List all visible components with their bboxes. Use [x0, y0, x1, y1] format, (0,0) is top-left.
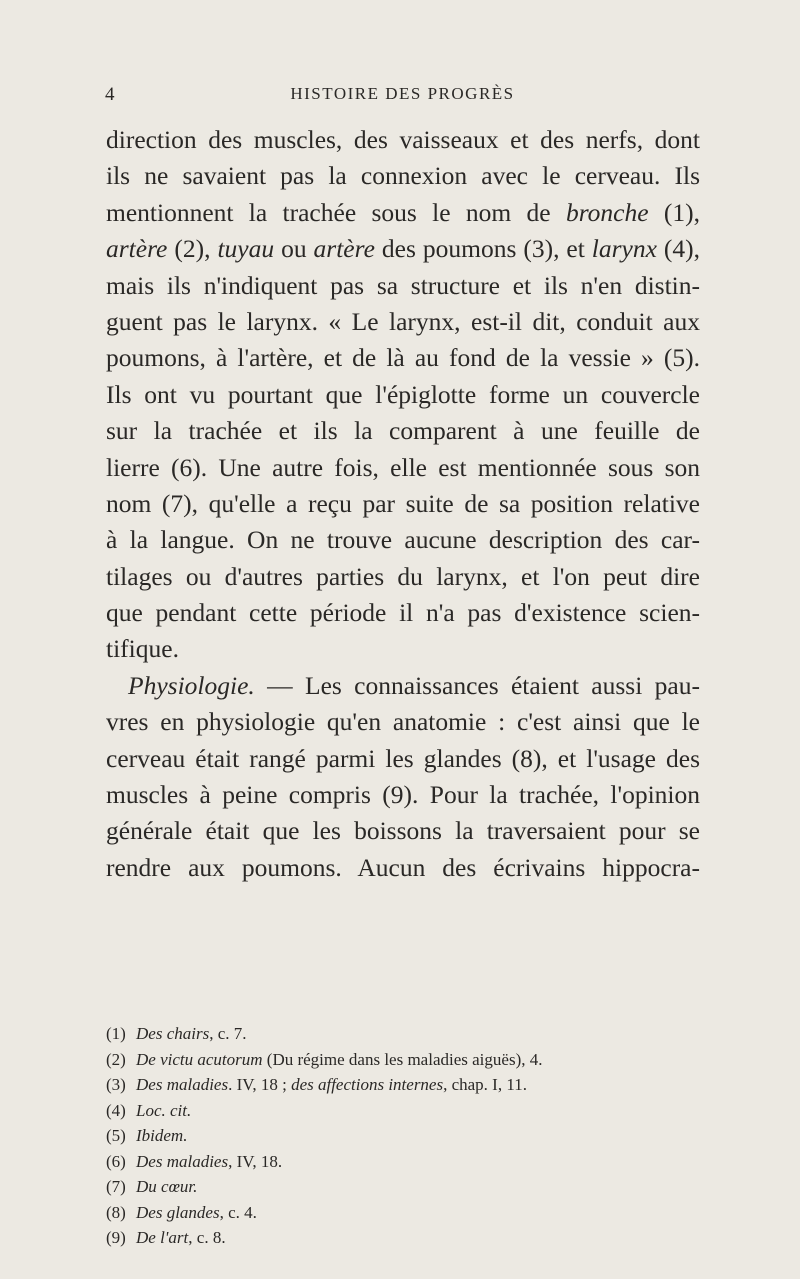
text-line: direction des muscles, des vaisseaux et des nerfs, dont: [106, 125, 700, 154]
footnote: [106, 1200, 706, 1226]
footnote: [106, 1174, 706, 1200]
footnote-text: Du cœur.: [136, 1177, 198, 1196]
footnote-number: (1): [106, 1024, 126, 1043]
footnote-text: Des chairs, c. 7.: [136, 1024, 247, 1043]
text-line: Ils ont vu pourtant que l'épiglotte forme un couvercle: [106, 379, 700, 409]
running-title: HISTOIRE DES PROGRÈS: [290, 84, 515, 103]
footnote-number: (2): [106, 1049, 126, 1069]
text-line: que pendant cette période il n'a pas d'existence scien-: [106, 598, 700, 628]
text-line: vres en physiologie qu'en anatomie : c'est ainsi que le: [106, 707, 700, 737]
text-line: mais ils n'indiquent pas sa structure et ils n'en distin-: [106, 270, 700, 300]
text-line: muscles à peine compris (9). Pour la trachée, l'opinion: [106, 780, 700, 810]
footnote: [106, 1123, 706, 1149]
footnote: [106, 1098, 706, 1124]
text-line: lierre (6). Une autre fois, elle est mentionnée sous son: [106, 452, 700, 482]
footnote: [106, 1072, 706, 1098]
text-line: tifique.: [106, 634, 179, 664]
page-number: 4: [105, 84, 115, 105]
text-line: à la langue. On ne trouve aucune description des car-: [106, 525, 700, 555]
page-header: [105, 84, 700, 110]
footnote-number: (4): [106, 1100, 126, 1120]
footnote-number: (7): [106, 1177, 126, 1196]
footnote-text: De victu acutorum (Du régime dans les maladies aiguës), 4.: [136, 1049, 543, 1069]
footnote-text: Des glandes, c. 4.: [136, 1202, 257, 1222]
footnote-number: (5): [106, 1126, 126, 1145]
footnote: [106, 1047, 706, 1073]
footnote-text: Loc. cit.: [136, 1100, 192, 1120]
footnote: [106, 1021, 706, 1047]
text-line: poumons, à l'artère, et de là au fond de la vessie » (5).: [106, 343, 700, 373]
text-line: tilages ou d'autres parties du larynx, et l'on peut dire: [106, 561, 700, 591]
text-line: nom (7), qu'elle a reçu par suite de sa position relative: [106, 488, 700, 518]
footnote: [106, 1149, 706, 1175]
text-line: guent pas le larynx. « Le larynx, est-il dit, conduit aux: [106, 306, 700, 336]
text-line: générale était que les boissons la traversaient pour se: [106, 816, 700, 846]
footnotes: [106, 1021, 706, 1251]
text-line: artère (2), tuyau ou artère des poumons (3), et larynx (4),: [106, 234, 700, 264]
text-line: ils ne savaient pas la connexion avec le cerveau. Ils: [106, 161, 700, 191]
footnote-number: (6): [106, 1151, 126, 1171]
footnote-text: Ibidem.: [136, 1126, 188, 1145]
footnote-number: (9): [106, 1228, 126, 1247]
text-line: rendre aux poumons. Aucun des écrivains hippocra-: [106, 852, 700, 882]
body-text: [106, 122, 700, 886]
text-line: sur la trachée et ils la comparent à une feuille de: [106, 416, 700, 446]
footnote-text: De l'art, c. 8.: [136, 1228, 226, 1247]
text-line: mentionnent la trachée sous le nom de bronche (1),: [106, 197, 700, 227]
footnote-number: (8): [106, 1202, 126, 1222]
text-line: cerveau était rangé parmi les glandes (8), et l'usage des: [106, 743, 700, 773]
text-line: Physiologie. — Les connaissances étaient aussi pau-: [128, 670, 700, 700]
footnote-text: Des maladies, IV, 18.: [136, 1151, 283, 1171]
footnote-number: (3): [106, 1075, 126, 1094]
footnote-text: Des maladies. IV, 18 ; des affections internes, chap. I, 11.: [136, 1075, 527, 1094]
footnote: [106, 1225, 706, 1251]
